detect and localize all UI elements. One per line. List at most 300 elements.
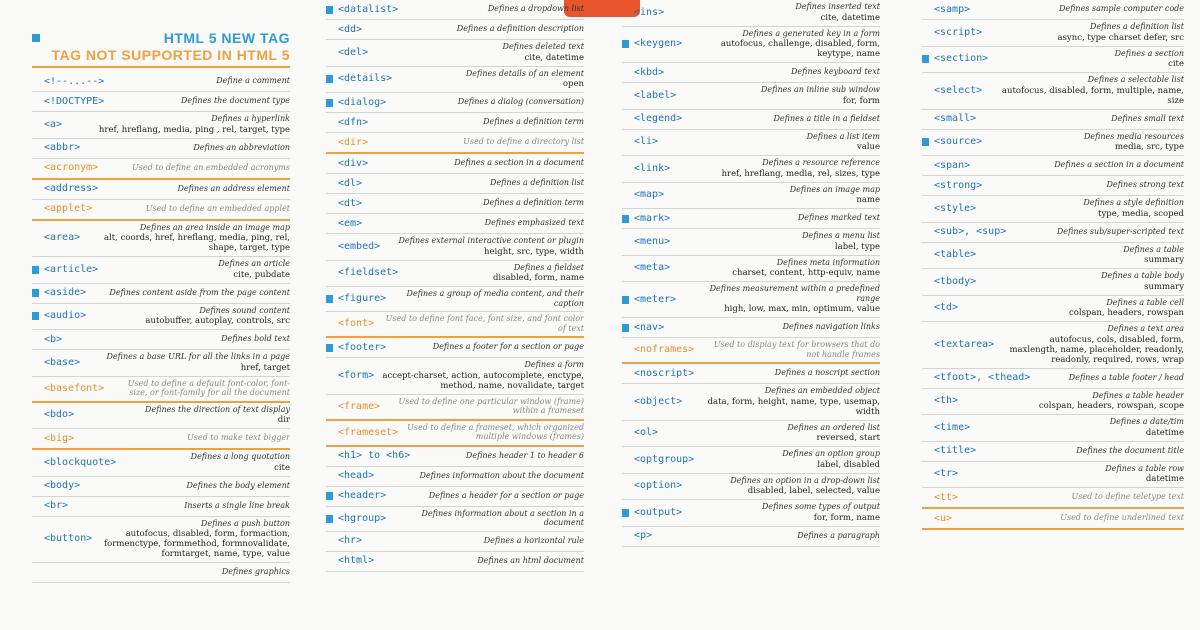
tag-row bbox=[922, 462, 1184, 489]
tag-description: Used to define an embedded acronyms bbox=[132, 162, 290, 172]
tag-name: <html> bbox=[338, 555, 375, 566]
tag-info bbox=[976, 446, 1184, 456]
tag-name: <div> bbox=[338, 157, 369, 169]
tag-row bbox=[326, 20, 584, 40]
tag-name: <link> bbox=[634, 162, 671, 174]
tag-row bbox=[922, 47, 1184, 74]
tag-name: <output> bbox=[634, 506, 683, 518]
tag-row bbox=[622, 229, 880, 256]
tag-description: Defines deleted text bbox=[502, 42, 584, 51]
tag-description: Defines information about the document bbox=[419, 470, 584, 480]
tag-name: <dfn> bbox=[338, 116, 369, 128]
tag-row bbox=[32, 330, 290, 350]
tag-info bbox=[970, 4, 1184, 14]
tag-attributes: href, hreflang, media, rel, sizes, type bbox=[721, 168, 880, 179]
tag-description: Defines an option group bbox=[782, 449, 880, 458]
tag-description: Defines a table body bbox=[1101, 271, 1184, 280]
tag-info bbox=[970, 417, 1184, 438]
tag-description: Defines an embedded object bbox=[764, 386, 880, 395]
tag-description: Defines a group of media content, and their caption bbox=[406, 289, 584, 308]
tag-name: <big> bbox=[44, 432, 75, 444]
tag-info bbox=[658, 132, 880, 153]
tag-row bbox=[622, 156, 880, 183]
tag-info bbox=[694, 449, 880, 470]
tag-info bbox=[664, 2, 880, 23]
tag-info bbox=[380, 397, 584, 416]
tag-row bbox=[326, 287, 584, 312]
tag-description: Used to define underlined text bbox=[1060, 513, 1184, 523]
tag-row bbox=[326, 154, 584, 174]
tag-description: Defines marked text bbox=[797, 213, 880, 223]
tag-description: Defines the direction of text display bbox=[145, 404, 290, 414]
tag-row bbox=[32, 517, 290, 564]
tag-info bbox=[368, 158, 584, 168]
tag-name: <meter> bbox=[634, 293, 677, 305]
tag-name: <b> bbox=[44, 333, 63, 345]
tag-name: <samp> bbox=[934, 3, 971, 15]
tag-info bbox=[410, 451, 584, 461]
tag-info bbox=[676, 284, 880, 314]
tag-row bbox=[326, 358, 584, 395]
tag-row bbox=[922, 442, 1184, 462]
tag-description: Defines a title in a fieldset bbox=[773, 113, 880, 123]
tag-info bbox=[682, 114, 880, 124]
tag-row bbox=[622, 27, 880, 64]
tag-row bbox=[32, 563, 290, 583]
tag-description: Defines an address element bbox=[177, 183, 290, 193]
tag-description: Defines a section in a document bbox=[454, 158, 584, 168]
tag-name: <tr> bbox=[934, 468, 959, 480]
tag-row bbox=[622, 421, 880, 448]
new-tag-marker-icon bbox=[622, 296, 629, 304]
tag-attributes: async, type charset defer, src bbox=[1057, 32, 1184, 43]
tag-info bbox=[952, 513, 1184, 523]
new-tag-marker-icon bbox=[326, 295, 333, 303]
tag-info bbox=[374, 360, 584, 391]
tag-row bbox=[32, 92, 290, 112]
tag-info bbox=[398, 4, 584, 14]
tag-row bbox=[32, 200, 290, 221]
tag-attributes: datetime bbox=[1145, 427, 1184, 438]
tag-description: Defines emphasized text bbox=[484, 218, 584, 228]
tag-name: <li> bbox=[634, 136, 659, 148]
tag-row bbox=[922, 20, 1184, 47]
tag-info bbox=[670, 258, 880, 279]
tag-name: <area> bbox=[44, 232, 81, 244]
tag-info bbox=[958, 298, 1184, 319]
tag-attributes: autofocus, disabled, form, formaction, formenctype, formmethod, formnovalidate, formtarget, name, type, value bbox=[103, 529, 290, 559]
tag-row bbox=[622, 110, 880, 130]
tag-attributes: data, form, height, name, type, usemap, width bbox=[707, 396, 880, 417]
tag-description: Defines graphics bbox=[221, 567, 290, 577]
tag-description: Defines inserted text bbox=[795, 2, 880, 11]
tag-description: Defines measurement within a predefined range bbox=[709, 284, 880, 303]
tag-name: <legend> bbox=[634, 113, 683, 124]
tag-row bbox=[32, 112, 290, 139]
tag-name: <map> bbox=[634, 189, 665, 201]
tag-row bbox=[326, 507, 584, 532]
tag-row bbox=[922, 415, 1184, 442]
tag-attributes: high, low, max, min, optimum, value bbox=[724, 304, 880, 314]
tag-row bbox=[922, 130, 1184, 157]
tag-name: <dl> bbox=[338, 177, 363, 189]
tag-name: <bdo> bbox=[44, 409, 75, 421]
tag-attributes: open bbox=[562, 79, 584, 89]
new-tag-marker-icon bbox=[326, 344, 333, 352]
tag-attributes: for, form bbox=[842, 95, 880, 106]
tag-info bbox=[994, 324, 1184, 365]
tag-description: Defines a form bbox=[524, 360, 584, 369]
tag-row bbox=[622, 209, 880, 229]
tag-name: <em> bbox=[338, 217, 363, 229]
tag-info bbox=[74, 405, 290, 426]
tag-info bbox=[982, 180, 1184, 190]
tag-description: Defines the document title bbox=[1076, 445, 1184, 455]
tag-name: <br> bbox=[44, 500, 69, 511]
tag-info bbox=[976, 245, 1184, 266]
new-tag-marker-icon bbox=[32, 34, 40, 42]
tag-info bbox=[682, 29, 880, 60]
tag-info bbox=[664, 185, 880, 206]
legend-header bbox=[32, 0, 290, 68]
tag-name: <acronym> bbox=[44, 162, 99, 173]
tag-info bbox=[958, 492, 1184, 502]
tag-attributes: cite bbox=[1168, 59, 1184, 69]
tag-attributes: autofocus, cols, disabled, form, maxlength, name, placeholder, readonly, readonly, required, rows, wrap bbox=[1009, 334, 1184, 365]
tag-description: Defines the document type bbox=[180, 96, 290, 106]
tag-description: Defines a horizontal rule bbox=[483, 535, 584, 545]
tag-description: Defines a definition list bbox=[490, 178, 584, 188]
tag-description: Defines a definition term bbox=[483, 117, 584, 127]
tag-name: <kbd> bbox=[634, 66, 665, 78]
tag-name: <sub>, <sup> bbox=[934, 226, 1007, 237]
tag-attributes: disabled, label, selected, value bbox=[747, 486, 880, 496]
tag-attributes: cite, datetime bbox=[820, 12, 880, 23]
tag-description: Defines a hyperlink bbox=[211, 114, 290, 123]
tag-row bbox=[922, 322, 1184, 369]
legend-unsupported-tag bbox=[32, 47, 290, 68]
tag-info bbox=[368, 117, 584, 127]
tag-name: <datalist> bbox=[338, 3, 399, 15]
tag-name: <hgroup> bbox=[338, 512, 387, 524]
tag-info bbox=[368, 137, 584, 147]
tag-row bbox=[326, 312, 584, 338]
tag-row bbox=[326, 113, 584, 133]
tag-info bbox=[92, 204, 290, 214]
tag-info bbox=[670, 158, 880, 179]
tag-row bbox=[922, 296, 1184, 323]
tag-row bbox=[32, 497, 290, 517]
tag-row bbox=[922, 196, 1184, 223]
tag-attributes: cite, pubdate bbox=[233, 269, 290, 280]
tag-row bbox=[622, 183, 880, 210]
tag-description: Used to define a directory list bbox=[463, 137, 584, 147]
tag-info bbox=[92, 519, 290, 560]
tag-row bbox=[922, 389, 1184, 416]
tag-attributes: dir bbox=[277, 415, 290, 425]
tag-description: Defines a push button bbox=[200, 518, 290, 528]
tag-row bbox=[326, 261, 584, 288]
tag-name: <label> bbox=[634, 89, 677, 101]
tag-description: Defines meta information bbox=[776, 257, 880, 267]
tag-name: <a> bbox=[44, 118, 63, 130]
tag-description: Defines sample computer code bbox=[1058, 4, 1184, 14]
new-tag-marker-icon bbox=[326, 6, 333, 14]
tag-description: Defines a definition description bbox=[456, 24, 584, 34]
tag-column-4 bbox=[922, 0, 1184, 630]
tag-attributes: name bbox=[856, 195, 880, 205]
tag-name: <frame> bbox=[338, 400, 381, 412]
tag-description: Used to define a frameset, which organized multiple windows (frames) bbox=[407, 422, 584, 441]
tag-info bbox=[982, 75, 1184, 106]
tag-description: Used to define font face, font size, and font color of text bbox=[385, 314, 584, 333]
tag-row bbox=[622, 130, 880, 157]
tag-name: <dd> bbox=[338, 23, 363, 35]
tag-description: Inserts a single line break bbox=[184, 500, 290, 510]
tag-name: <section> bbox=[934, 53, 989, 65]
tag-info bbox=[386, 509, 584, 528]
tag-info bbox=[398, 263, 584, 284]
tag-info bbox=[976, 198, 1184, 219]
new-tag-marker-icon bbox=[326, 99, 333, 107]
tag-description: Defines content aside from the page content bbox=[109, 287, 290, 297]
tag-name: <option> bbox=[634, 480, 683, 492]
tag-description: Used to display text for browsers that do not handle frames bbox=[713, 340, 880, 359]
tag-row bbox=[326, 421, 584, 447]
tag-description: Used to define an embedded applet bbox=[145, 203, 290, 213]
new-tag-marker-icon bbox=[622, 509, 629, 517]
tag-info bbox=[374, 556, 584, 566]
tag-info bbox=[658, 423, 880, 444]
tag-attributes: href, hreflang, media, ping , rel, target, type bbox=[98, 124, 290, 135]
tag-attributes: cite, datetime bbox=[524, 52, 584, 63]
tag-name: <frameset> bbox=[338, 426, 399, 438]
tag-list bbox=[922, 0, 1184, 530]
tag-name: <meta> bbox=[634, 262, 671, 274]
tag-row bbox=[326, 552, 584, 572]
tag-name: <object> bbox=[634, 395, 683, 407]
tag-name: <button> bbox=[44, 533, 93, 545]
tag-info bbox=[68, 501, 290, 511]
tag-name: <fieldset> bbox=[338, 267, 399, 279]
tag-info bbox=[664, 322, 880, 332]
tag-row bbox=[922, 243, 1184, 270]
tag-info bbox=[104, 379, 290, 398]
tag-info bbox=[682, 502, 880, 523]
tag-name: <ins> bbox=[634, 6, 665, 18]
tag-row bbox=[32, 477, 290, 497]
tag-name: <h1> to <h6> bbox=[338, 450, 411, 461]
tag-row bbox=[32, 284, 290, 304]
tag-attributes: autobuffer, autoplay, controls, src bbox=[145, 316, 290, 326]
tag-row bbox=[622, 0, 880, 27]
tag-name: <u> bbox=[934, 512, 953, 524]
tag-info bbox=[386, 491, 584, 501]
tag-info bbox=[386, 342, 584, 352]
tag-info bbox=[958, 391, 1184, 412]
tag-info bbox=[368, 42, 584, 63]
tag-info bbox=[362, 198, 584, 208]
tag-row bbox=[326, 234, 584, 261]
tag-name: <td> bbox=[934, 302, 959, 314]
tag-description: Defines a style definition bbox=[1083, 198, 1184, 207]
tag-name: <blockquote> bbox=[44, 456, 117, 468]
tag-name: <title> bbox=[934, 445, 977, 456]
tag-row bbox=[32, 72, 290, 92]
tag-column-3 bbox=[622, 0, 880, 630]
tag-description: Defines strong text bbox=[1106, 180, 1184, 190]
tag-row bbox=[32, 450, 290, 477]
tag-info bbox=[970, 160, 1184, 170]
tag-name: <figure> bbox=[338, 293, 387, 304]
tag-row bbox=[922, 488, 1184, 509]
tag-row bbox=[922, 369, 1184, 389]
tag-info bbox=[670, 231, 880, 252]
tag-description: Used to define one particular window (frame) within a frameset bbox=[398, 396, 584, 415]
tag-row bbox=[326, 133, 584, 154]
new-tag-marker-icon bbox=[326, 492, 333, 500]
tag-attributes: summary bbox=[1144, 281, 1184, 292]
tag-row bbox=[622, 447, 880, 474]
tag-info bbox=[380, 236, 584, 257]
tag-name: <font> bbox=[338, 318, 375, 329]
tag-row bbox=[922, 110, 1184, 130]
tag-attributes: cite bbox=[274, 462, 290, 473]
tag-description: Defines a table footer / head bbox=[1068, 372, 1184, 382]
tag-info bbox=[664, 67, 880, 77]
tag-name: <p> bbox=[634, 530, 653, 541]
tag-row bbox=[922, 73, 1184, 110]
tag-attributes: datetime bbox=[1145, 474, 1184, 484]
tag-name: <body> bbox=[44, 480, 81, 491]
tag-row bbox=[622, 527, 880, 547]
tag-info bbox=[116, 452, 290, 473]
tag-info bbox=[44, 567, 290, 577]
tag-row bbox=[922, 223, 1184, 243]
tag-name: <applet> bbox=[44, 203, 93, 214]
tag-row bbox=[32, 257, 290, 284]
tag-attributes: summary bbox=[1144, 255, 1184, 265]
tag-info bbox=[80, 143, 290, 153]
tag-attributes: autofocus, disabled, form, multiple, name, size bbox=[1001, 85, 1184, 106]
tag-row bbox=[32, 429, 290, 450]
tag-description: Defines a fieldset bbox=[513, 262, 584, 272]
tag-row bbox=[622, 256, 880, 283]
tag-name: <textarea> bbox=[934, 338, 995, 350]
tag-info bbox=[676, 85, 880, 106]
tag-row bbox=[622, 500, 880, 527]
tag-row bbox=[326, 67, 584, 94]
tag-info bbox=[976, 271, 1184, 292]
new-tag-marker-icon bbox=[922, 138, 929, 146]
tag-info bbox=[982, 132, 1184, 153]
new-tag-marker-icon bbox=[622, 215, 629, 223]
tag-description: Defines keyboard text bbox=[791, 67, 880, 77]
tag-info bbox=[1006, 227, 1184, 237]
new-tag-marker-icon bbox=[32, 289, 39, 297]
tag-row bbox=[32, 139, 290, 159]
tag-description: Defines a section in a document bbox=[1054, 160, 1184, 170]
tag-name: <span> bbox=[934, 159, 971, 171]
tag-description: Defines a dropdown list bbox=[487, 4, 584, 14]
tag-description: Defines sound content bbox=[199, 305, 290, 315]
tag-description: Defines an html document bbox=[477, 555, 584, 565]
tag-info bbox=[398, 423, 584, 442]
tag-description: Defines a dialog (conversation) bbox=[457, 97, 584, 107]
tag-name: <script> bbox=[934, 26, 983, 38]
tag-info bbox=[682, 386, 880, 417]
tag-attributes: colspan, headers, rowspan bbox=[1068, 308, 1184, 318]
tag-name: <dialog> bbox=[338, 96, 387, 108]
tag-name: <!--...--> bbox=[44, 75, 105, 87]
tag-description: Defines a table row bbox=[1105, 463, 1184, 473]
tag-attributes: charset, content, http-equiv, name bbox=[732, 268, 880, 278]
tag-row bbox=[326, 194, 584, 214]
tag-name: <header> bbox=[338, 490, 387, 501]
tag-description: Defines a noscript section bbox=[774, 368, 880, 378]
tag-row bbox=[32, 377, 290, 403]
tag-info bbox=[694, 368, 880, 378]
tag-attributes: label, type bbox=[834, 241, 880, 252]
tag-description: Defines bold text bbox=[221, 334, 290, 344]
tag-name: <!DOCTYPE> bbox=[44, 95, 105, 107]
tag-info bbox=[86, 288, 290, 298]
tag-name: <menu> bbox=[634, 235, 671, 247]
tag-attributes: value bbox=[856, 142, 880, 152]
legend-new-tag bbox=[32, 30, 290, 47]
tag-row bbox=[326, 338, 584, 358]
tag-info bbox=[682, 476, 880, 497]
tag-row bbox=[326, 532, 584, 552]
tag-description: Defines a table bbox=[1123, 244, 1184, 254]
tag-row bbox=[32, 304, 290, 331]
tag-attributes: type, media, scoped bbox=[1098, 208, 1184, 219]
tag-name: <head> bbox=[338, 470, 375, 481]
tag-info bbox=[694, 340, 880, 359]
tag-description: Defines a table header bbox=[1092, 390, 1184, 400]
legend-new-tag-label: HTML 5 NEW TAG bbox=[163, 30, 290, 46]
tag-row bbox=[922, 176, 1184, 196]
tag-info bbox=[392, 69, 584, 90]
tag-attributes: alt, coords, href, hreflang, media, ping, rel, shape, target, type bbox=[103, 233, 290, 253]
tag-name: <details> bbox=[338, 73, 393, 85]
tag-description: Defines header 1 to header 6 bbox=[465, 450, 584, 460]
tag-row bbox=[326, 447, 584, 467]
new-tag-marker-icon bbox=[326, 515, 333, 523]
legend-unsupported-label: TAG NOT SUPPORTED IN HTML 5 bbox=[51, 47, 290, 63]
tag-row bbox=[32, 350, 290, 377]
tag-description: Defines the body element bbox=[186, 480, 290, 490]
tag-row bbox=[326, 40, 584, 67]
tag-description: Defines a selectable list bbox=[1087, 75, 1184, 84]
tag-list bbox=[326, 0, 584, 572]
tag-description: Defines a text area bbox=[1107, 324, 1184, 333]
tag-info bbox=[98, 163, 290, 173]
tag-name: <aside> bbox=[44, 287, 87, 298]
tag-name: <keygen> bbox=[634, 38, 683, 50]
tag-name: <mark> bbox=[634, 212, 671, 224]
tag-info bbox=[1030, 373, 1184, 383]
tag-description: Defines a generated key in a form bbox=[742, 28, 880, 38]
tag-description: Defines a definition list bbox=[1090, 22, 1184, 31]
tag-name: <embed> bbox=[338, 240, 381, 252]
tag-description: Defines details of an element bbox=[465, 68, 584, 78]
tag-name: <source> bbox=[934, 136, 983, 148]
tag-description: Defines an option in a drop-down list bbox=[730, 475, 880, 485]
tag-name: <article> bbox=[44, 263, 99, 275]
tag-name: <optgroup> bbox=[634, 453, 695, 465]
tag-description: Defines information about a section in a document bbox=[421, 508, 584, 527]
